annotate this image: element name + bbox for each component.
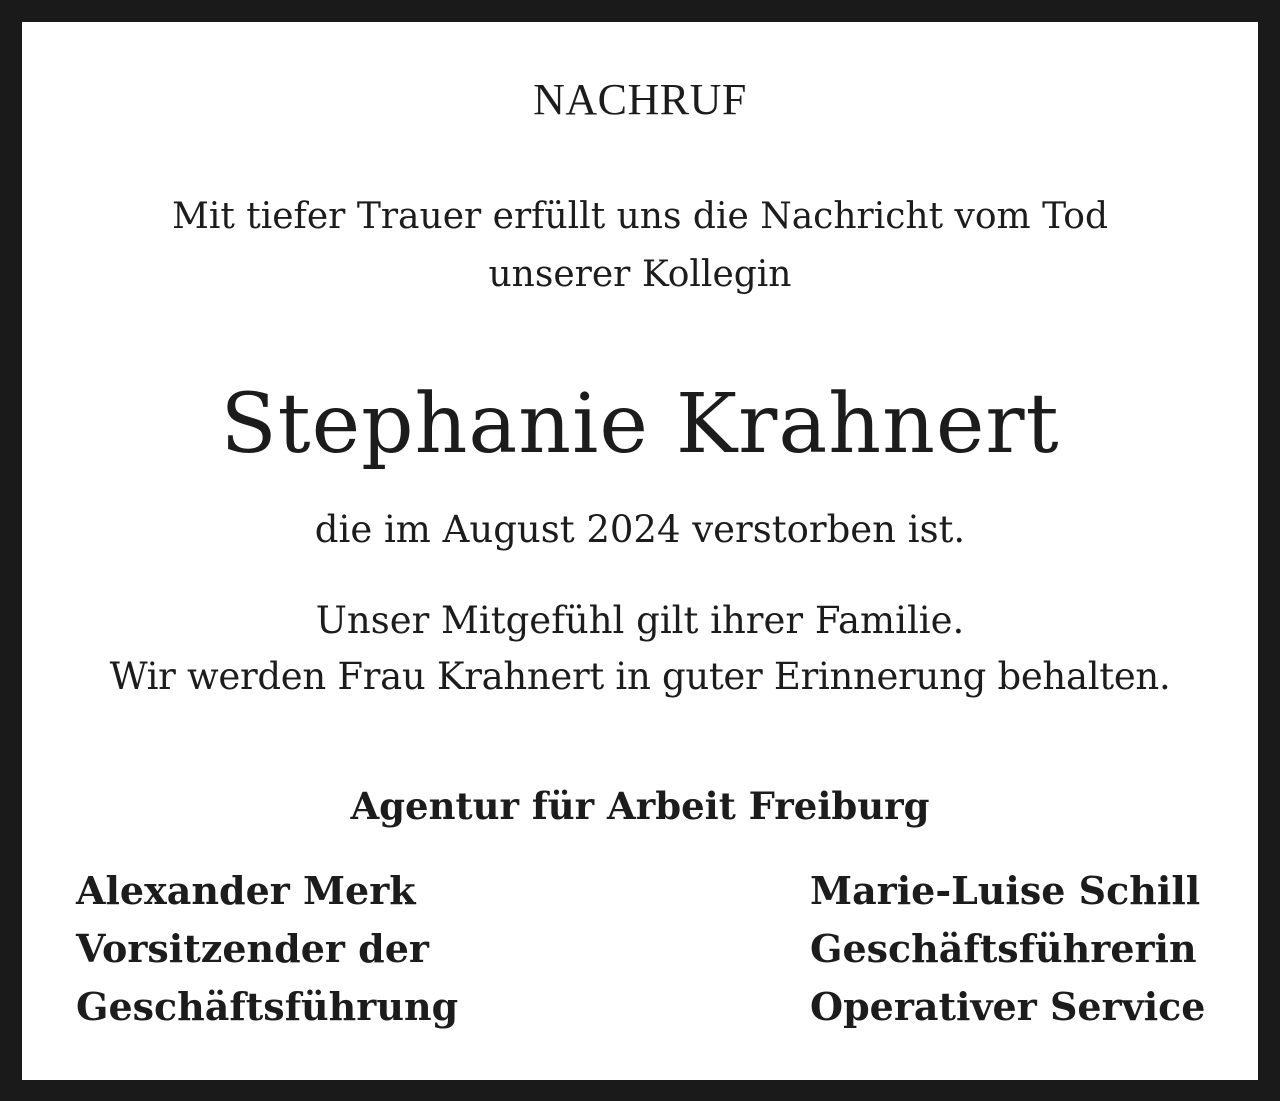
sympathy-line-1: Unser Mitgefühl gilt ihrer Familie. <box>315 599 965 642</box>
signatory-title-line-2: Geschäftsführung <box>76 984 459 1029</box>
signatory-name: Marie-Luise Schill <box>810 868 1201 913</box>
signatory-title-line-1: Vorsitzender der <box>76 926 429 971</box>
organization-name: Agentur für Arbeit Freiburg <box>350 784 930 828</box>
deceased-name: Stephanie Krahnert <box>220 377 1060 472</box>
intro-line-1: Mit tiefer Trauer erfüllt uns die Nachricht vom Tod <box>171 196 1109 237</box>
signatory-name: Alexander Merk <box>76 868 416 913</box>
intro-line-2: unserer Kollegin <box>488 254 792 295</box>
signatory-right <box>810 862 1205 1036</box>
signatory-title-line-2: Operativer Service <box>810 984 1206 1029</box>
sympathy-line-2: Wir werden Frau Krahnert in guter Erinnerung behalten. <box>109 655 1171 698</box>
notice-heading: NACHRUF <box>533 75 747 124</box>
signatory-title-line-1: Geschäftsführerin <box>810 926 1197 971</box>
death-note: die im August 2024 verstorben ist. <box>314 508 966 551</box>
signatory-left <box>76 862 458 1036</box>
obituary-notice <box>22 22 1258 1080</box>
